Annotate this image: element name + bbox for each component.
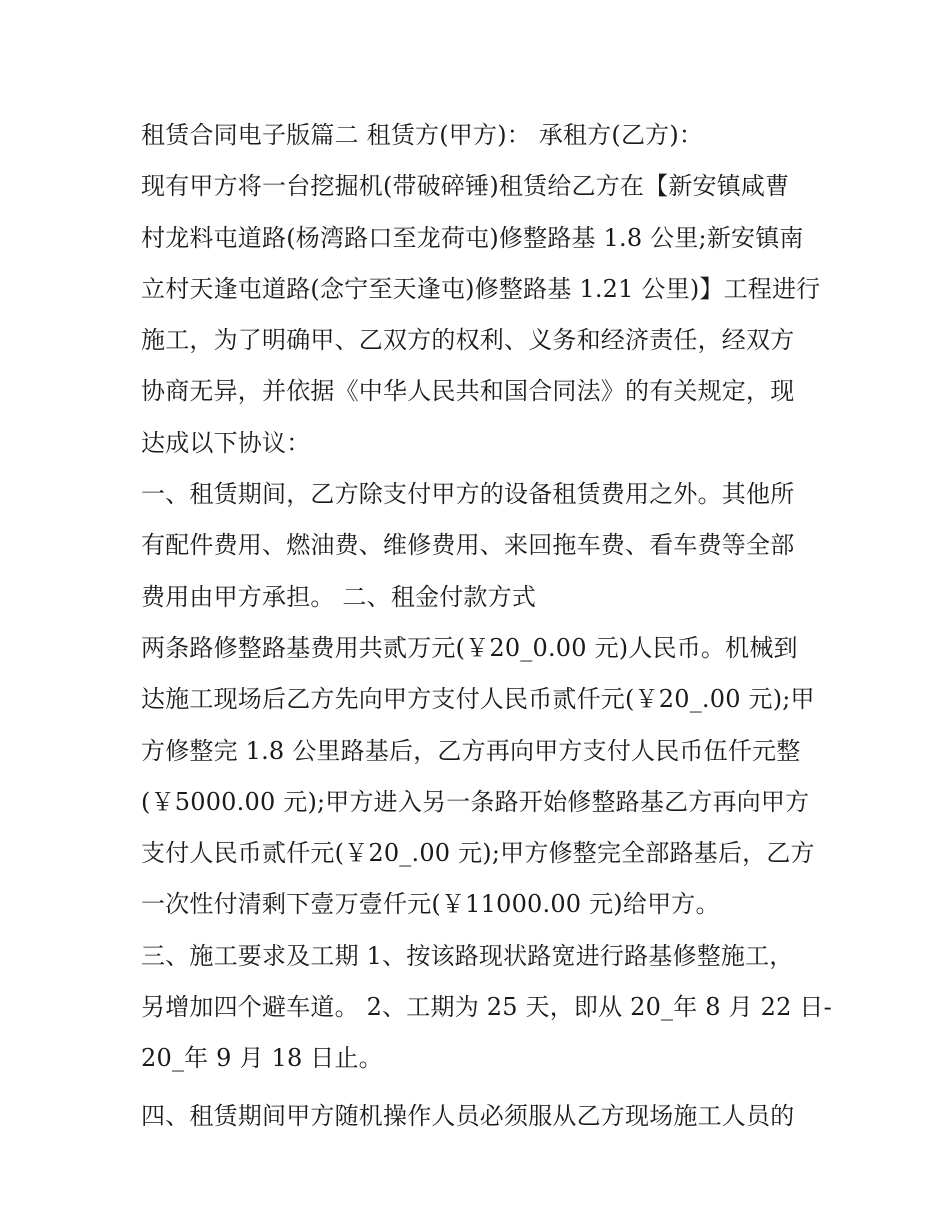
contract-body	[141, 110, 832, 1142]
text-line: 方修整完 1.8 公里路基后，乙方再向甲方支付人民币伍仟元整	[141, 736, 801, 765]
text-line: 两条路修整路基费用共贰万元(￥20_0.00 元)人民币。机械到	[141, 633, 798, 662]
text-line: 达成以下协议：	[141, 428, 311, 457]
text-line: 另增加四个避车道。 2、工期为 25 天，即从 20_年 8 月 22 日-	[141, 993, 832, 1022]
text-line: 施工，为了明确甲、乙双方的权利、义务和经济责任，经双方	[141, 326, 795, 355]
text-line: 租赁合同电子版篇二 租赁方(甲方)： 承租方(乙方)：	[141, 121, 704, 149]
text-line: 三、施工要求及工期 1、按该路现状路宽进行路基修整施工，	[141, 941, 794, 970]
text-line: 支付人民币贰仟元(￥20_.00 元);甲方修整完全部路基后，乙方	[141, 839, 815, 868]
text-line: 现有甲方将一台挖掘机(带破碎锤)租赁给乙方在【新安镇咸曹	[141, 172, 790, 201]
text-line: 四、租赁期间甲方随机操作人员必须服从乙方现场施工人员的	[141, 1101, 795, 1130]
text-line: 一次性付清剩下壹万壹仟元(￥11000.00 元)给甲方。	[141, 890, 720, 919]
text-line: 一、租赁期间，乙方除支付甲方的设备租赁费用之外。其他所	[141, 480, 795, 509]
text-line: 有配件费用、燃油费、维修费用、来回拖车费、看车费等全部	[141, 531, 795, 560]
text-line: 20_年 9 月 18 日止。	[141, 1044, 383, 1073]
text-line: 协商无异，并依据《中华人民共和国合同法》的有关规定，现	[141, 377, 795, 406]
text-line: 立村天逢屯道路(念宁至天逢屯)修整路基 1.21 公里)】工程进行	[141, 274, 821, 303]
text-line: 村龙料屯道路(杨湾路口至龙荷屯)修整路基 1.8 公里;新安镇南	[141, 223, 804, 252]
text-line: 费用由甲方承担。 二、租金付款方式	[141, 582, 537, 611]
text-line: 达施工现场后乙方先向甲方支付人民币贰仟元(￥20_.00 元);甲	[141, 685, 815, 714]
text-line: (￥5000.00 元);甲方进入另一条路开始修整路基乙方再向甲方	[141, 787, 810, 816]
